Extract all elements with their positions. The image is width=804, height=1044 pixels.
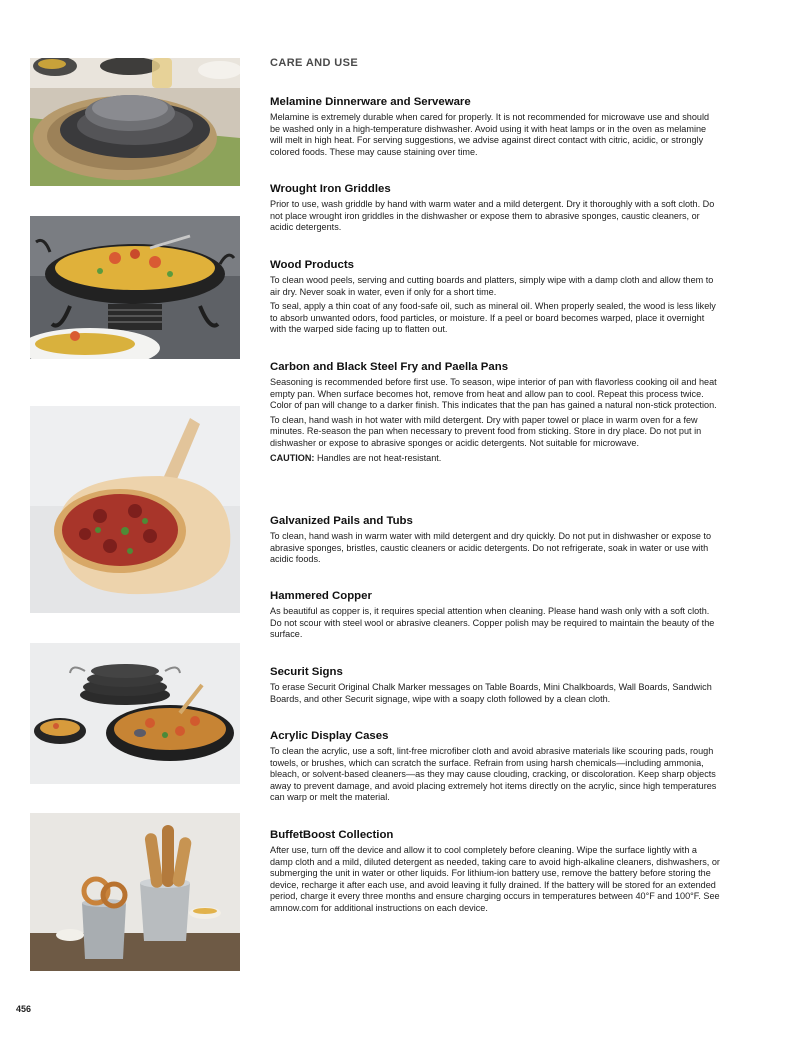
section-paragraph: To clean the acrylic, use a soft, lint-free microfiber cloth and avoid abrasive materials like scouring pads, rough towels, or brushes, which can scratch the surface. Refrain from using harsh chemicals—including ammonia, bleach, or solvent-based cleaners—as they may cause clouding, cracking, or discoloration. Keep sharp objects away to prevent damage, and avoid placing extremely hot items directly on the acrylic, since high temperatures can warp or melt the material. [270,746,717,803]
section-buffetboost [270,828,720,918]
section-galvanized-pails [270,514,720,569]
page-number: 456 [16,1004,32,1014]
caution-note [270,453,720,465]
wood-peel-pizza-photo [30,406,240,613]
section-paragraph: To seal, apply a thin coat of any food-safe oil, such as mineral oil. When properly sealed, the wood is less likely to absorb unwanted odors, food particles, or moisture. If a peel or board becomes warped, place it overnight with the warped side facing up to flatten out. [270,301,716,335]
caution-text: Handles are not heat-resistant. [314,452,442,463]
section-carbon-steel-pans [270,360,720,467]
section-paragraph: To clean, hand wash in warm water with mild detergent and dry quickly. Do not put in dishwasher or expose to abrasive sponges, bristles, caustic cleaners or acidic detergents. Do not refrigerate, soak in water or use with acidic foods. [270,531,712,565]
section-paragraph: As beautiful as copper is, it requires special attention when cleaning. Please hand wash only with a soft cloth. Do not scour with steel wool or abrasive cleaners. Copper polish may be required to maintain the beauty of the surface. [270,606,715,640]
section-paragraph: After use, turn off the device and allow it to cool completely before cleaning. Wipe the surface lightly with a damp cloth and a mild, diluted detergent as needed, taking care to avoid high-alkaline cleaners, dishwashers, or submerging the unit in water or other liquids. For lithium-ion battery use, remove the battery before storing the device, recharge it after each use, and avoid leaving it fully drained. If the battery will be stored for an extended period, charge it every three months and ensure charging occurs in temperatures between 40°F and 100°F. See amnow.com for additional instructions on each device. [270,845,720,913]
section-title: Wood Products [270,259,354,271]
section-title: Wrought Iron Griddles [270,183,391,195]
section-title: BuffetBoost Collection [270,829,394,841]
section-title: Melamine Dinnerware and Serveware [270,96,471,108]
section-title: Acrylic Display Cases [270,730,389,742]
wrought-iron-griddle-photo [30,216,240,359]
section-title: Hammered Copper [270,590,372,602]
caution-label: CAUTION: [270,452,315,463]
section-paragraph: To clean wood peels, serving and cutting boards and platters, simply wipe with a damp cloth and allow them to air dry. Never soak in water, even if only for a short time. [270,275,714,297]
galvanized-pails-photo [30,813,240,971]
section-paragraph: To erase Securit Original Chalk Marker messages on Table Boards, Mini Chalkboards, Wall Boards, Sandwich Boards, and other Securit signage, wipe with a soapy cloth followed by a clean cloth. [270,682,712,704]
paella-pans-photo [30,643,240,784]
section-title: Carbon and Black Steel Fry and Paella Pans [270,361,509,373]
section-paragraph: Melamine is extremely durable when cared for properly. It is not recommended for microwave use and should be washed only in a high-temperature dishwasher. Avoid using it with heat lamps or in the oven as melamine will melt in high heat. For serving suggestions, we advise against direct contact with citric, acidic, or strongly colored foods. These may cause staining over time. [270,112,710,157]
page-heading: CARE AND USE [270,57,359,69]
melamine-dinnerware-photo [30,58,240,186]
section-title: Securit Signs [270,666,343,678]
section-melamine [270,95,720,161]
section-acrylic-cases [270,729,720,807]
section-wood-products [270,258,720,339]
section-wrought-iron [270,182,720,237]
section-paragraph: Seasoning is recommended before first use. To season, wipe interior of pan with flavorless cooking oil and heat empty pan. When surface becomes hot, remove from heat and allow pan to cool. Repeat this process twice. Color of pan will change to a darker finish. This indicates that the pan has gained a natural non-stick protection. [270,377,717,411]
section-hammered-copper [270,589,720,644]
section-paragraph: To clean, hand wash in hot water with mild detergent. Dry with paper towel or place in warm oven for a few minutes. Re-season the pan when necessary to prevent food from sticking. Store in dry place. Do not put in dishwasher or expose to abrasive sponges or acidic detergents. Not suitable for microwave. [270,414,702,448]
section-securit-signs [270,665,720,708]
section-paragraph: Prior to use, wash griddle by hand with warm water and a mild detergent. Dry it thoroughly with a soft cloth. Do not place wrought iron griddles in the dishwasher or expose them to abrasive sponges, caustic cleaners, or acidic detergents. [270,199,715,233]
section-title: Galvanized Pails and Tubs [270,515,413,527]
